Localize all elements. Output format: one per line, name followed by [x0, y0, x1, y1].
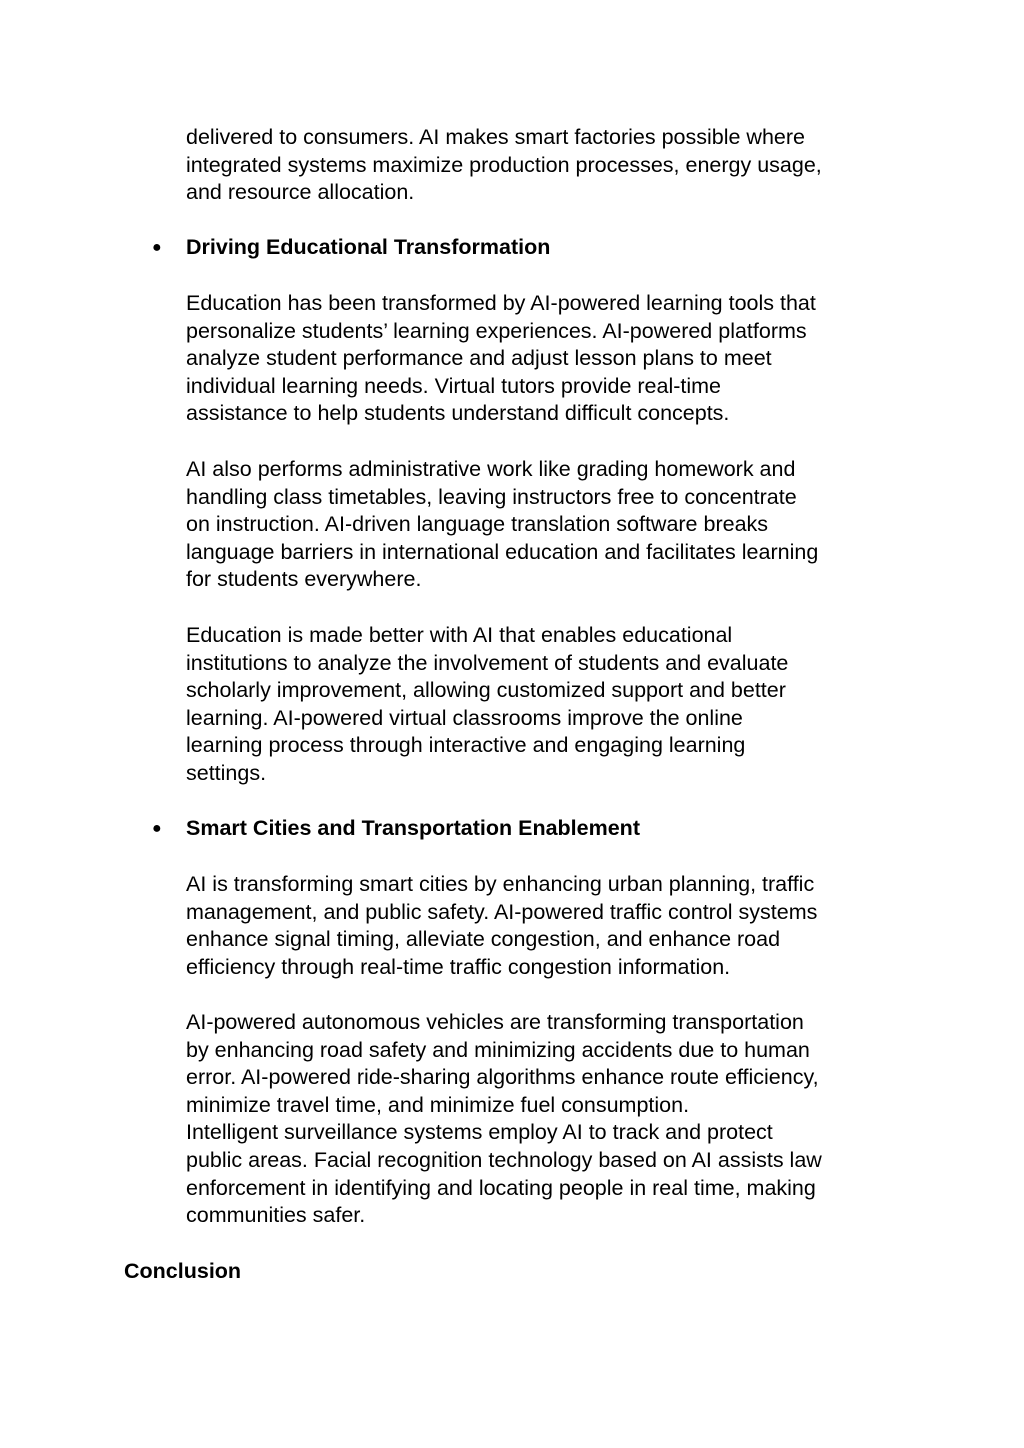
paragraph-education-1: Education has been transformed by AI-powered learning tools that personalize students’ learning experiences. AI-powered platforms analyze student performance and adjust lesson plans to meet individual learning needs. Virtual tutors provide real-time assistance to help students understand difficult concepts. — [186, 291, 816, 426]
conclusion-heading: Conclusion — [124, 1259, 242, 1283]
paragraph-education-3: Education is made better with AI that enables educational institutions to analyze the involvement of students and evaluate scholarly improvement, allowing customized support and better learning. AI-powered virtual classrooms improve the online learning process through interactive and engaging learning settings. — [186, 623, 789, 785]
paragraph-smart-cities-1: AI is transforming smart cities by enhancing urban planning, traffic management, and public safety. AI-powered traffic control systems enhance signal timing, alleviate congestion, and enhance road efficiency through real-time traffic congestion information. — [186, 872, 818, 979]
bullet-icon: ● — [152, 239, 162, 256]
section-heading-education: Driving Educational Transformation — [186, 235, 551, 259]
bullet-icon: ● — [152, 820, 162, 837]
paragraph-education-2: AI also performs administrative work like grading homework and handling class timetables, leaving instructors free to concentrate on instruction. AI-driven language translation software breaks language barriers in international education and facilitates learning for students everywhere. — [186, 457, 819, 592]
paragraph-smart-cities-2: AI-powered autonomous vehicles are transforming transportation by enhancing road safety and minimizing accidents due to human error. AI-powered ride-sharing algorithms enhance route efficiency, minimize travel time, and minimize fuel consumption. Intelligent surveillance systems employ AI to track and protect public areas. Facial recognition technology based on AI assists law enforcement in identifying and locating people in real time, making communities safer. — [186, 1010, 822, 1228]
intro-paragraph: delivered to consumers. AI makes smart factories possible where integrated systems maximize production processes, energy usage, and resource allocation. — [186, 125, 822, 205]
section-heading-smart-cities: Smart Cities and Transportation Enablement — [186, 816, 640, 840]
